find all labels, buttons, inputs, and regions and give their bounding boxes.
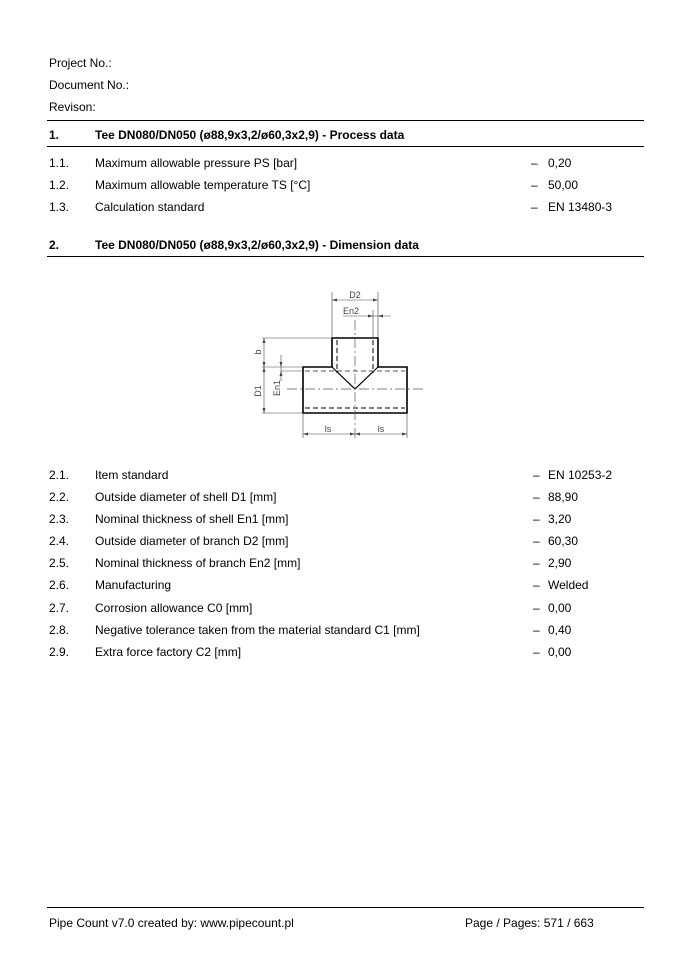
row-dash: – [531, 156, 538, 170]
row-label: Outside diameter of shell D1 [mm] [95, 490, 277, 504]
row-label: Nominal thickness of shell En1 [mm] [95, 512, 289, 526]
row-label: Corrosion allowance C0 [mm] [95, 601, 253, 615]
row-number: 1.2. [49, 178, 70, 192]
section-1-number: 1. [49, 128, 60, 142]
row-number: 2.2. [49, 490, 70, 504]
divider [47, 146, 644, 147]
row-dash: – [533, 623, 540, 637]
row-dash: – [533, 645, 540, 659]
row-label: Maximum allowable temperature TS [°C] [95, 178, 311, 192]
row-label: Calculation standard [95, 200, 205, 214]
row-dash: – [533, 601, 540, 615]
section-1-title: Tee DN080/DN050 (ø88,9x3,2/ø60,3x2,9) - Process data [95, 128, 405, 142]
ls-left-label: ls [324, 424, 332, 434]
row-number: 1.1. [49, 156, 70, 170]
row-dash: – [533, 512, 540, 526]
row-dash: – [533, 490, 540, 504]
row-label: Nominal thickness of branch En2 [mm] [95, 556, 301, 570]
row-dash: – [533, 534, 540, 548]
ls-right-label: ls [377, 424, 385, 434]
footer-divider [47, 907, 644, 908]
revision-label: Revison: [49, 100, 96, 114]
row-label: Item standard [95, 468, 169, 482]
row-number: 1.3. [49, 200, 70, 214]
row-label: Maximum allowable pressure PS [bar] [95, 156, 298, 170]
divider [47, 120, 644, 121]
row-number: 2.9. [49, 645, 70, 659]
row-value: EN 10253-2 [548, 468, 613, 482]
row-value: 0,40 [548, 623, 572, 637]
row-value: 2,90 [548, 556, 572, 570]
row-label: Outside diameter of branch D2 [mm] [95, 534, 289, 548]
d1-label: D1 [253, 385, 263, 397]
row-dash: – [531, 178, 538, 192]
b-label: b [253, 349, 263, 355]
row-number: 2.1. [49, 468, 70, 482]
row-number: 2.5. [49, 556, 70, 570]
en2-label: En2 [342, 306, 360, 316]
row-value: Welded [548, 578, 589, 592]
row-number: 2.3. [49, 512, 70, 526]
row-dash: – [533, 578, 540, 592]
row-label: Negative tolerance taken from the material standard C1 [mm] [95, 623, 420, 637]
row-dash: – [533, 468, 540, 482]
row-value: 60,30 [548, 534, 579, 548]
row-number: 2.8. [49, 623, 70, 637]
row-number: 2.6. [49, 578, 70, 592]
row-dash: – [531, 200, 538, 214]
row-value: 0,00 [548, 645, 572, 659]
divider [47, 256, 644, 257]
d2-label: D2 [349, 290, 361, 300]
row-value: 0,20 [548, 156, 572, 170]
row-number: 2.4. [49, 534, 70, 548]
en1-label: En1 [272, 379, 282, 397]
row-value: 0,00 [548, 601, 572, 615]
row-label: Extra force factory C2 [mm] [95, 645, 242, 659]
row-value: EN 13480-3 [548, 200, 613, 214]
footer-page-count: Page / Pages: 571 / 663 [465, 916, 594, 930]
row-value: 50,00 [548, 178, 579, 192]
section-2-number: 2. [49, 238, 60, 252]
row-dash: – [533, 556, 540, 570]
section-2-title: Tee DN080/DN050 (ø88,9x3,2/ø60,3x2,9) - Dimension data [95, 238, 419, 252]
document-no-label: Document No.: [49, 78, 130, 92]
row-number: 2.7. [49, 601, 70, 615]
footer-created-by: Pipe Count v7.0 created by: www.pipecount.pl [49, 916, 294, 930]
row-label: Manufacturing [95, 578, 172, 592]
row-value: 3,20 [548, 512, 572, 526]
project-no-label: Project No.: [49, 56, 112, 70]
tee-diagram [240, 280, 440, 445]
row-value: 88,90 [548, 490, 579, 504]
